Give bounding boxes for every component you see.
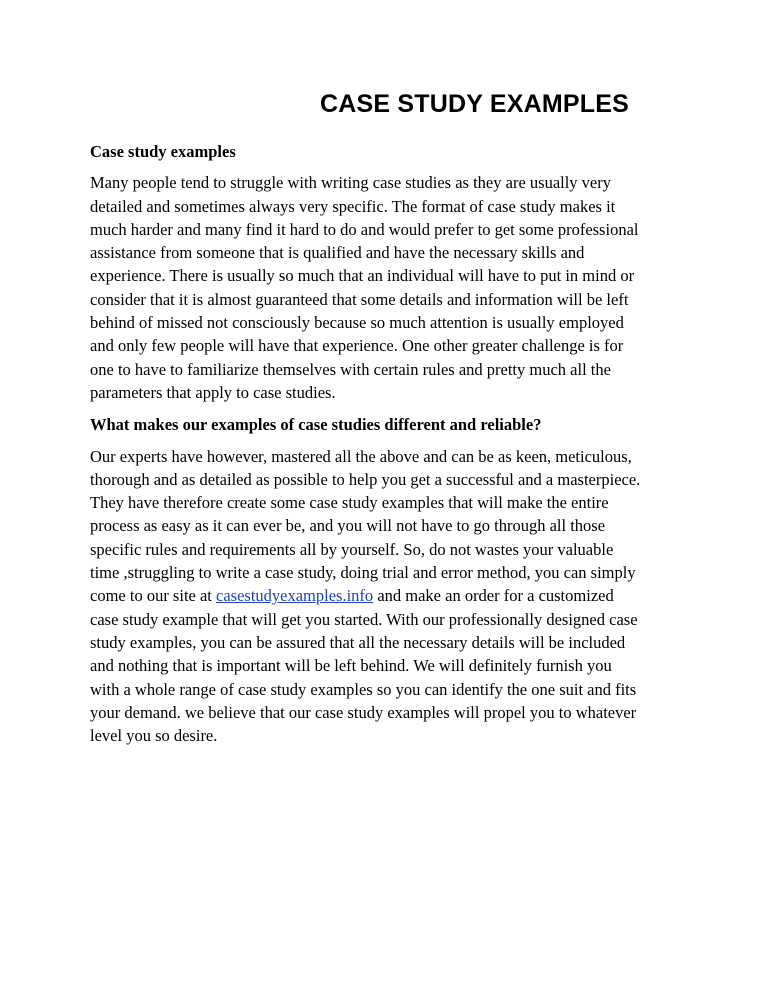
text-line: parameters that apply to case studies. [90,382,336,402]
text-line: experience. There is usually so much that an individual will have to put in mind or [90,266,635,286]
section-heading-1: Case study examples [90,142,236,161]
text-line: time ,struggling to write a case study, doing trial and error method, you can simply [90,563,636,583]
page-title: CASE STUDY EXAMPLES [320,90,629,118]
text-line: your demand. we believe that our case study examples will propel you to whatever [90,702,637,722]
document-body [90,140,690,756]
text-line: one to have to familiarize themselves with certain rules and pretty much all the [90,359,611,379]
text-line: process as easy as it can ever be, and you will not have to go through all those [90,516,606,536]
text-line: study examples, you can be assured that all the necessary details will be included [90,632,626,652]
text-line: specific rules and requirements all by yourself. So, do not wastes your valuable [90,539,614,559]
text-line: level you so desire. [90,726,218,746]
link-prefix-text: come to our site at [90,586,217,606]
text-line: Many people tend to struggle with writing case studies as they are usually very [90,173,611,193]
section-heading-2: What makes our examples of case studies different and reliable? [90,415,542,435]
text-line: much harder and many find it hard to do and would prefer to get some professional [90,219,639,239]
text-line: and nothing that is important will be left behind. We will definitely furnish you [90,656,612,676]
text-line: consider that it is almost guaranteed that some details and information will be left [90,289,629,309]
text-line: case study example that will get you started. With our professionally designed case [90,609,638,629]
link-suffix-text: and make an order for a customized [373,586,614,606]
text-line: and only few people will have that experience. One other greater challenge is for [90,336,624,356]
text-line: thorough and as detailed as possible to help you get a successful and a masterpiece. [90,469,641,489]
text-line: assistance from someone that is qualified and have the necessary skills and [90,243,585,263]
text-line: Our experts have however, mastered all the above and can be as keen, meticulous, [90,446,632,466]
paragraph-2 [90,445,690,748]
text-line: with a whole range of case study examples so you can identify the one suit and fits [90,679,637,699]
paragraph-1 [90,171,690,404]
text-line: behind of missed not consciously because so much attention is usually employed [90,313,624,333]
text-line-with-link [90,584,690,607]
text-line: They have therefore create some case study examples that will make the entire [90,493,609,513]
text-line: detailed and sometimes always very specific. The format of case study makes it [90,196,616,216]
site-link[interactable]: casestudyexamples.info [216,586,374,606]
